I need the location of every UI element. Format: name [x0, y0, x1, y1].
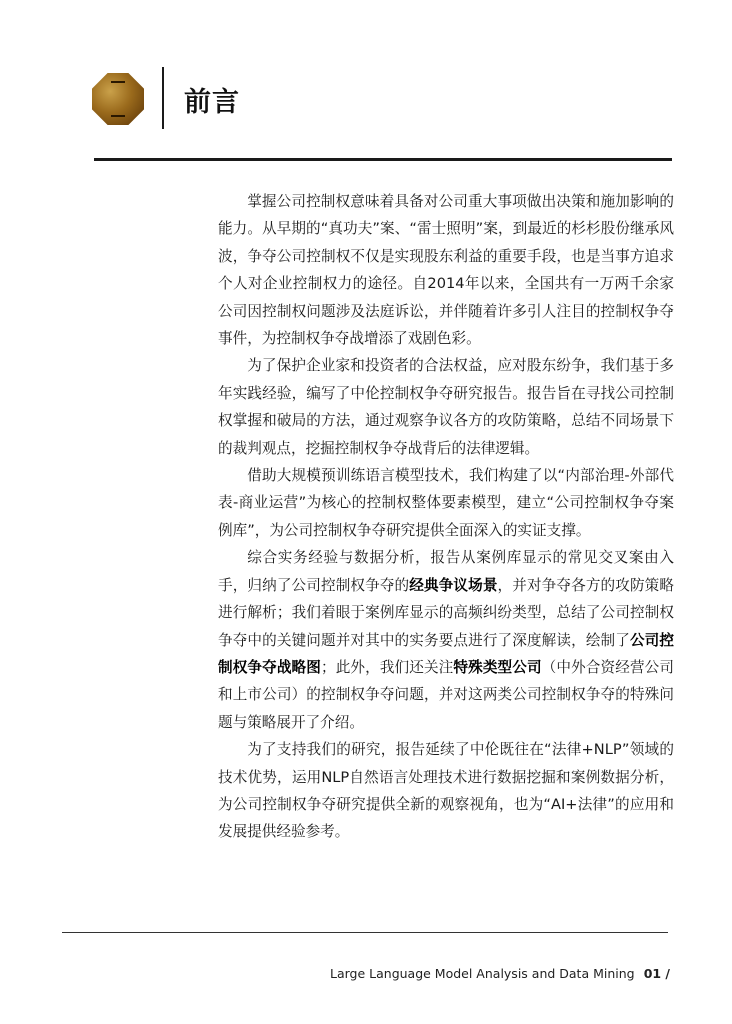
header-rule	[94, 158, 672, 161]
body-text	[218, 188, 674, 846]
paragraph-5: 为了支持我们的研究，报告延续了中伦既往在“法律+NLP”领域的技术优势，运用NLP自然语言处理技术进行数据挖掘和案例数据分析，为公司控制权争夺研究提供全新的观察视角，也为“AI+法律”的应用和发展提供经验参考。	[218, 741, 674, 841]
logo-dash-bottom	[111, 115, 125, 117]
page-title: 前言	[184, 87, 240, 118]
paragraph-2: 为了保护企业家和投资者的合法权益，应对股东纷争，我们基于多年实践经验，编写了中伦控制权争夺研究报告。报告旨在寻找公司控制权掌握和破局的方法，通过观察争议各方的攻防策略，总结不同场景下的裁判观点，挖掘控制权争夺战背后的法律逻辑。	[218, 357, 674, 457]
p4-text-4: （中外合资经营公司和上市公司）的控制权争夺问题，并对这两类公司控制权争夺的特殊问题与策略展开了介绍。	[218, 658, 674, 731]
paragraph-1: 掌握公司控制权意味着具备对公司重大事项做出决策和施加影响的能力。从早期的“真功夫”案、“雷士照明”案，到最近的杉杉股份继承风波，争夺公司控制权不仅是实现股东利益的重要手段，也是当事方追求个人对企业控制权力的途径。自2014年以来，全国共有一万两千余家公司因控制权问题涉及法庭诉讼，并伴随着许多引人注目的控制权争夺事件，为控制权争夺战增添了戏剧色彩。	[218, 193, 674, 348]
footer-label: Large Language Model Analysis and Data Mining	[330, 966, 635, 981]
header-divider	[162, 67, 164, 129]
logo-octagon-icon	[92, 73, 144, 125]
p4-bold-special-companies: 特殊类型公司	[453, 658, 542, 676]
p4-bold-classic-disputes: 经典争议场景	[409, 576, 498, 594]
footer	[330, 966, 670, 986]
paragraph-4	[218, 544, 674, 736]
footer-rule	[62, 932, 668, 933]
p4-text-2: ，并对争夺各方的攻防策略进行解析；我们着眼于案例库显示的高频纠纷类型，总结了公司控制权争夺中的关键问题并对其中的实务要点进行了深度解读，绘制了	[218, 576, 674, 649]
paragraph-3: 借助大规模预训练语言模型技术，我们构建了以“内部治理-外部代表-商业运营”为核心的控制权整体要素模型，建立“公司控制权争夺案例库”，为公司控制权争夺研究提供全面深入的实证支撑。	[218, 467, 674, 539]
p4-bold-strategy-map: 公司控制权争夺战略图	[218, 631, 674, 676]
p4-text-1: 综合实务经验与数据分析，报告从案例库显示的常见交叉案由入手，归纳了公司控制权争夺的	[218, 549, 674, 594]
logo-dash-top	[111, 81, 125, 83]
p4-text-3: ；此外，我们还关注	[320, 658, 454, 676]
page-number: 01 /	[643, 966, 670, 981]
